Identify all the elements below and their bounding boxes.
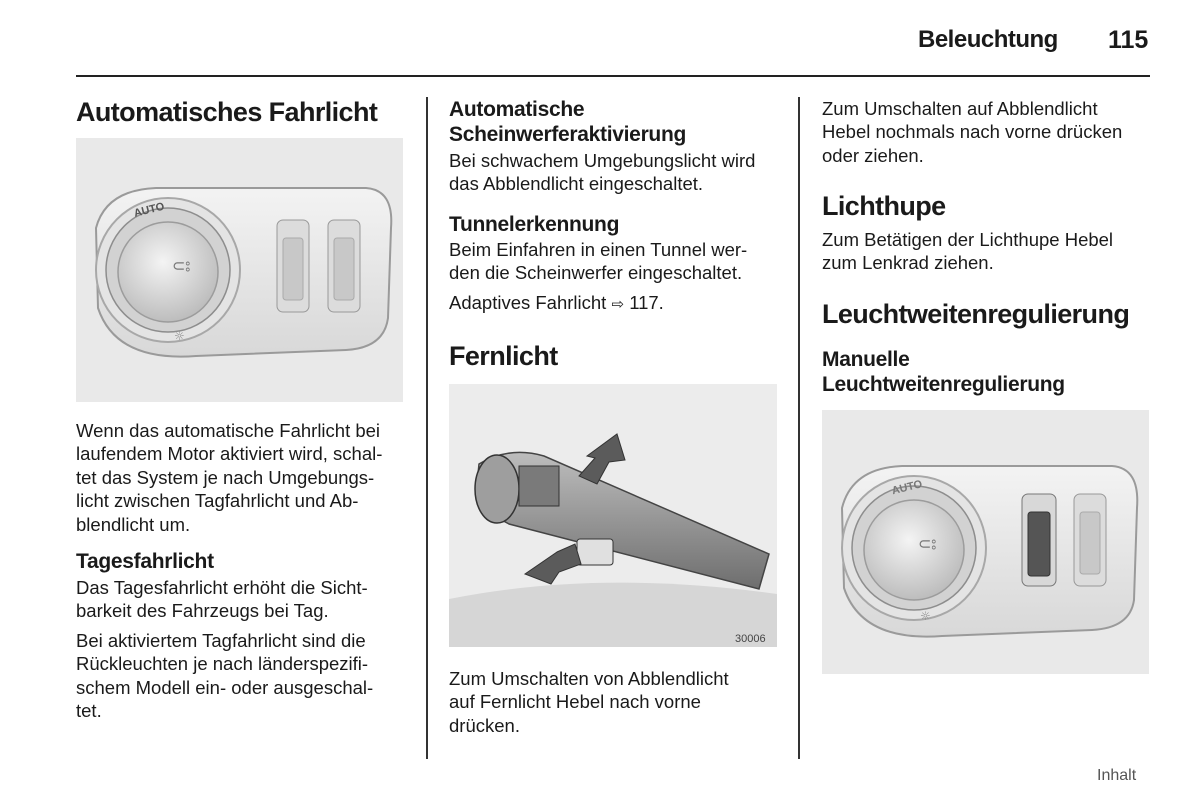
text-line: Zum Umschalten von Abblendlicht bbox=[449, 668, 729, 689]
paragraph-scheinwerferaktivierung bbox=[449, 149, 755, 196]
paragraph-auto-light bbox=[76, 419, 382, 536]
text-line: Hebel nochmals nach vorne drücken bbox=[822, 121, 1123, 143]
text-line: blendlicht um. bbox=[76, 513, 191, 535]
subheading-tunnelerkennung: Tunnelerkennung bbox=[449, 213, 620, 236]
section-heading-automatisches-fahrlicht: Automatisches Fahrlicht bbox=[76, 97, 378, 127]
text-line: tet das System je nach Umgebungs- bbox=[76, 466, 375, 488]
figure-light-switch bbox=[76, 138, 403, 402]
text-line: oder ziehen. bbox=[822, 144, 924, 166]
figure-lever bbox=[449, 384, 777, 647]
text-line: auf Fernlicht Hebel nach vorne bbox=[449, 691, 701, 713]
heading-line: Scheinwerferaktivierung bbox=[449, 123, 687, 146]
heading-line: Manuelle bbox=[822, 348, 910, 371]
paragraph-tunnelerkennung bbox=[449, 238, 747, 285]
svg-text:⊂⦂: ⊂⦂ bbox=[918, 534, 937, 553]
figure-light-switch-range bbox=[822, 410, 1149, 674]
text-line: Rückleuchten je nach länderspezifi- bbox=[76, 653, 369, 675]
section-heading-lichthupe: Lichthupe bbox=[822, 191, 946, 221]
paragraph-tagesfahrlicht bbox=[76, 576, 368, 623]
header-rule bbox=[76, 75, 1150, 77]
text-line: das Abblendlicht eingeschaltet. bbox=[449, 173, 704, 195]
text-line: laufendem Motor aktiviert wird, schal- bbox=[76, 443, 383, 465]
figure-code: 30006 bbox=[735, 633, 766, 645]
running-header-title: Beleuchtung bbox=[918, 26, 1058, 53]
paragraph-fernlicht bbox=[449, 667, 729, 737]
text-line: schem Modell ein- oder ausgeschal- bbox=[76, 676, 374, 698]
contents-link[interactable]: Inhalt bbox=[1097, 767, 1137, 784]
column-divider-1 bbox=[426, 97, 428, 759]
reference-arrow-icon: ⇨ bbox=[611, 296, 625, 313]
section-heading-fernlicht: Fernlicht bbox=[449, 341, 558, 371]
column-divider-2 bbox=[798, 97, 800, 759]
section-heading-leuchtweitenregulierung: Leuchtweitenregulierung bbox=[822, 299, 1130, 329]
text-line: zum Lenkrad ziehen. bbox=[822, 252, 994, 274]
svg-text:⊂⦂: ⊂⦂ bbox=[172, 256, 191, 275]
subheading-tagesfahrlicht: Tagesfahrlicht bbox=[76, 550, 214, 573]
switch-auto-label: AUTO bbox=[132, 200, 166, 220]
svg-text:☼: ☼ bbox=[174, 329, 185, 343]
subheading-scheinwerferaktivierung bbox=[449, 97, 686, 147]
heading-line: Leuchtweitenregulierung bbox=[822, 373, 1065, 396]
text-line: tet. bbox=[76, 700, 102, 722]
subheading-manuelle-leuchtweitenregulierung bbox=[822, 347, 1065, 397]
text-line: den die Scheinwerfer eingeschaltet. bbox=[449, 262, 743, 284]
text-line: Das Tagesfahrlicht erhöht die Sicht- bbox=[76, 577, 368, 598]
text-line: Bei aktiviertem Tagfahrlicht sind die bbox=[76, 630, 366, 651]
text-line: licht zwischen Tagfahrlicht und Ab- bbox=[76, 490, 359, 512]
text-line: barkeit des Fahrzeugs bei Tag. bbox=[76, 600, 329, 622]
reference-page: 117. bbox=[629, 292, 664, 313]
paragraph-abblendlicht bbox=[822, 97, 1122, 167]
switch-auto-label: AUTO bbox=[890, 478, 924, 498]
heading-line: Automatische bbox=[449, 98, 585, 121]
reference-text: Adaptives Fahrlicht bbox=[449, 292, 607, 313]
cross-reference[interactable] bbox=[449, 291, 664, 316]
page-number: 115 bbox=[1108, 26, 1149, 54]
text-line: Wenn das automatische Fahrlicht bei bbox=[76, 420, 381, 441]
paragraph-lichthupe bbox=[822, 228, 1113, 275]
text-line: Zum Umschalten auf Abblendlicht bbox=[822, 98, 1098, 119]
paragraph-rueckleuchten bbox=[76, 629, 373, 723]
text-line: drücken. bbox=[449, 714, 520, 736]
svg-text:☼: ☼ bbox=[920, 609, 931, 623]
text-line: Beim Einfahren in einen Tunnel wer- bbox=[449, 239, 748, 260]
text-line: Bei schwachem Umgebungslicht wird bbox=[449, 150, 756, 171]
text-line: Zum Betätigen der Lichthupe Hebel bbox=[822, 229, 1114, 250]
